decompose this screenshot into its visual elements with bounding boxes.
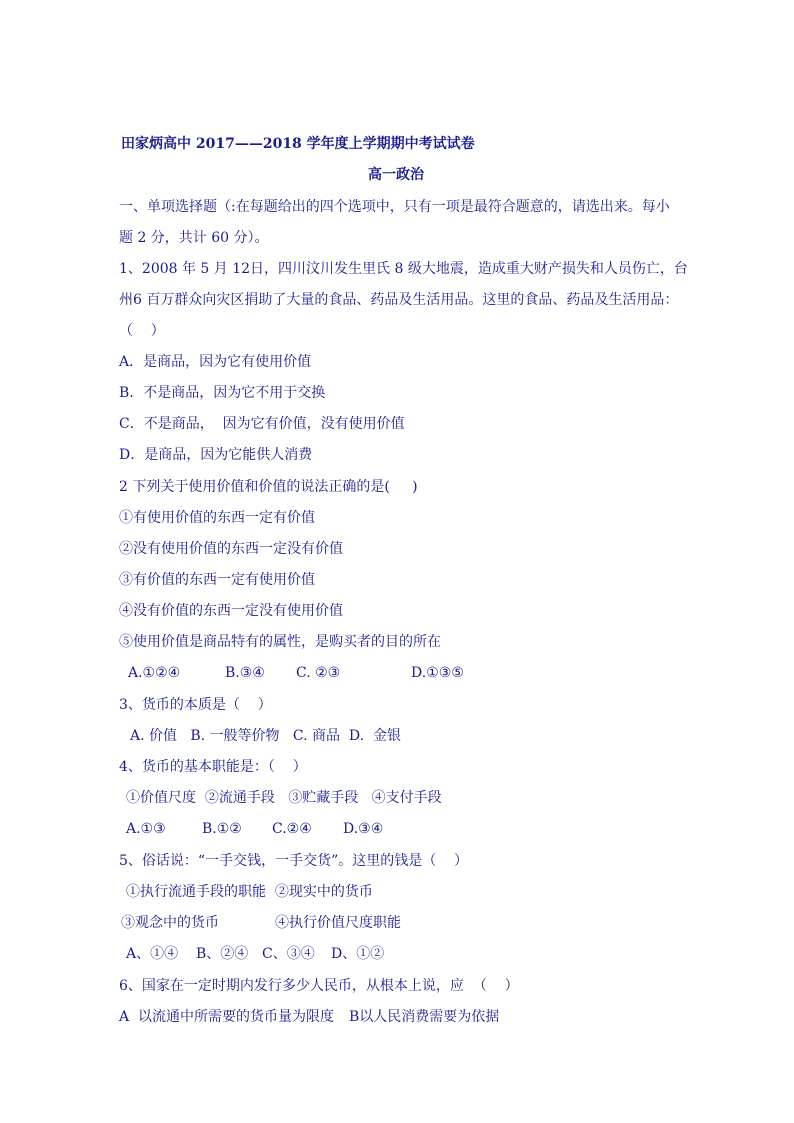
q2-statement-3: ③有价值的东西一定有使用价值 bbox=[119, 572, 315, 588]
q2-option-d: D.①③⑤ bbox=[411, 665, 464, 681]
q5-option-d: D、①② bbox=[331, 946, 385, 962]
q2-option-a: A.①②④ bbox=[128, 665, 181, 681]
q4-stem: 4、货币的基本职能是：（ ） bbox=[119, 759, 307, 775]
q1-answer-blank: （ ） bbox=[119, 323, 165, 339]
q6-option-a: A 以流通中所需要的货币量为限度 bbox=[119, 1009, 335, 1025]
exam-subject: 高一政治 bbox=[368, 167, 424, 183]
q6-option-b: B以人民消费需要为依据 bbox=[349, 1009, 500, 1025]
q5-items-line1: ①执行流通手段的职能 ②现实中的货币 bbox=[126, 884, 373, 900]
q2-statement-4: ④没有价值的东西一定没有使用价值 bbox=[119, 603, 343, 619]
q5-option-b: B、②④ bbox=[196, 946, 249, 962]
q4-option-a: A.①③ bbox=[126, 821, 166, 837]
q2-statement-2: ②没有使用价值的东西一定没有价值 bbox=[119, 541, 343, 557]
q3-stem: 3、货币的本质是（ ） bbox=[119, 697, 272, 713]
q2-option-b: B.③④ bbox=[225, 665, 265, 681]
q2-statement-5: ⑤使用价值是商品特有的属性，是购买者的目的所在 bbox=[119, 634, 441, 650]
q1-option-b: B．不是商品，因为它不用于交换 bbox=[119, 385, 326, 401]
q1-stem-line2: 州6 百万群众向灾区捐助了大量的食品、药品及生活用品。这里的食品、药品及生活用品： bbox=[119, 292, 679, 308]
q4-option-d: D.③④ bbox=[343, 821, 384, 837]
q2-option-c: C. ②③ bbox=[296, 665, 341, 681]
q5-option-c: C、③④ bbox=[262, 946, 315, 962]
q5-item-4: ④执行价值尺度职能 bbox=[275, 915, 401, 931]
q1-option-d: D．是商品，因为它能供人消费 bbox=[119, 447, 313, 463]
q1-option-a: A．是商品，因为它有使用价值 bbox=[119, 354, 312, 370]
q5-item-3: ③观念中的货币 bbox=[121, 915, 219, 931]
q4-option-c: C.②④ bbox=[272, 821, 312, 837]
q4-option-b: B.①② bbox=[202, 821, 242, 837]
exam-title: 田家炳高中 2017——2018 学年度上学期期中考试试卷 bbox=[121, 136, 475, 152]
q2-stem: 2 下列关于使用价值和价值的说法正确的是( ) bbox=[119, 479, 418, 495]
q5-stem: 5、俗话说：“一手交钱，一手交货”。这里的钱是（ ） bbox=[119, 853, 469, 869]
q1-stem-line1: 1、2008 年 5 月 12日，四川汶川发生里氏 8 级大地震，造成重大财产损失和人员伤亡，台 bbox=[119, 261, 688, 277]
q1-option-c: C．不是商品， 因为它有价值，没有使用价值 bbox=[119, 416, 405, 432]
q3-options: A. 价值 B. 一般等价物 C. 商品 D. 金银 bbox=[130, 728, 401, 744]
q4-items: ①价值尺度 ②流通手段 ③贮藏手段 ④支付手段 bbox=[126, 790, 442, 806]
q6-stem: 6、国家在一定时期内发行多少人民币，从根本上说，应 （ ） bbox=[119, 978, 519, 994]
q5-option-a: A、①④ bbox=[126, 946, 179, 962]
section-heading-line2: 题 2 分，共计 60 分）。 bbox=[119, 230, 269, 246]
section-heading-line1: 一、单项选择题（:在每题给出的四个选项中，只有一项是最符合题意的，请选出来。每小 bbox=[119, 199, 670, 215]
q2-statement-1: ①有使用价值的东西一定有价值 bbox=[119, 510, 315, 526]
